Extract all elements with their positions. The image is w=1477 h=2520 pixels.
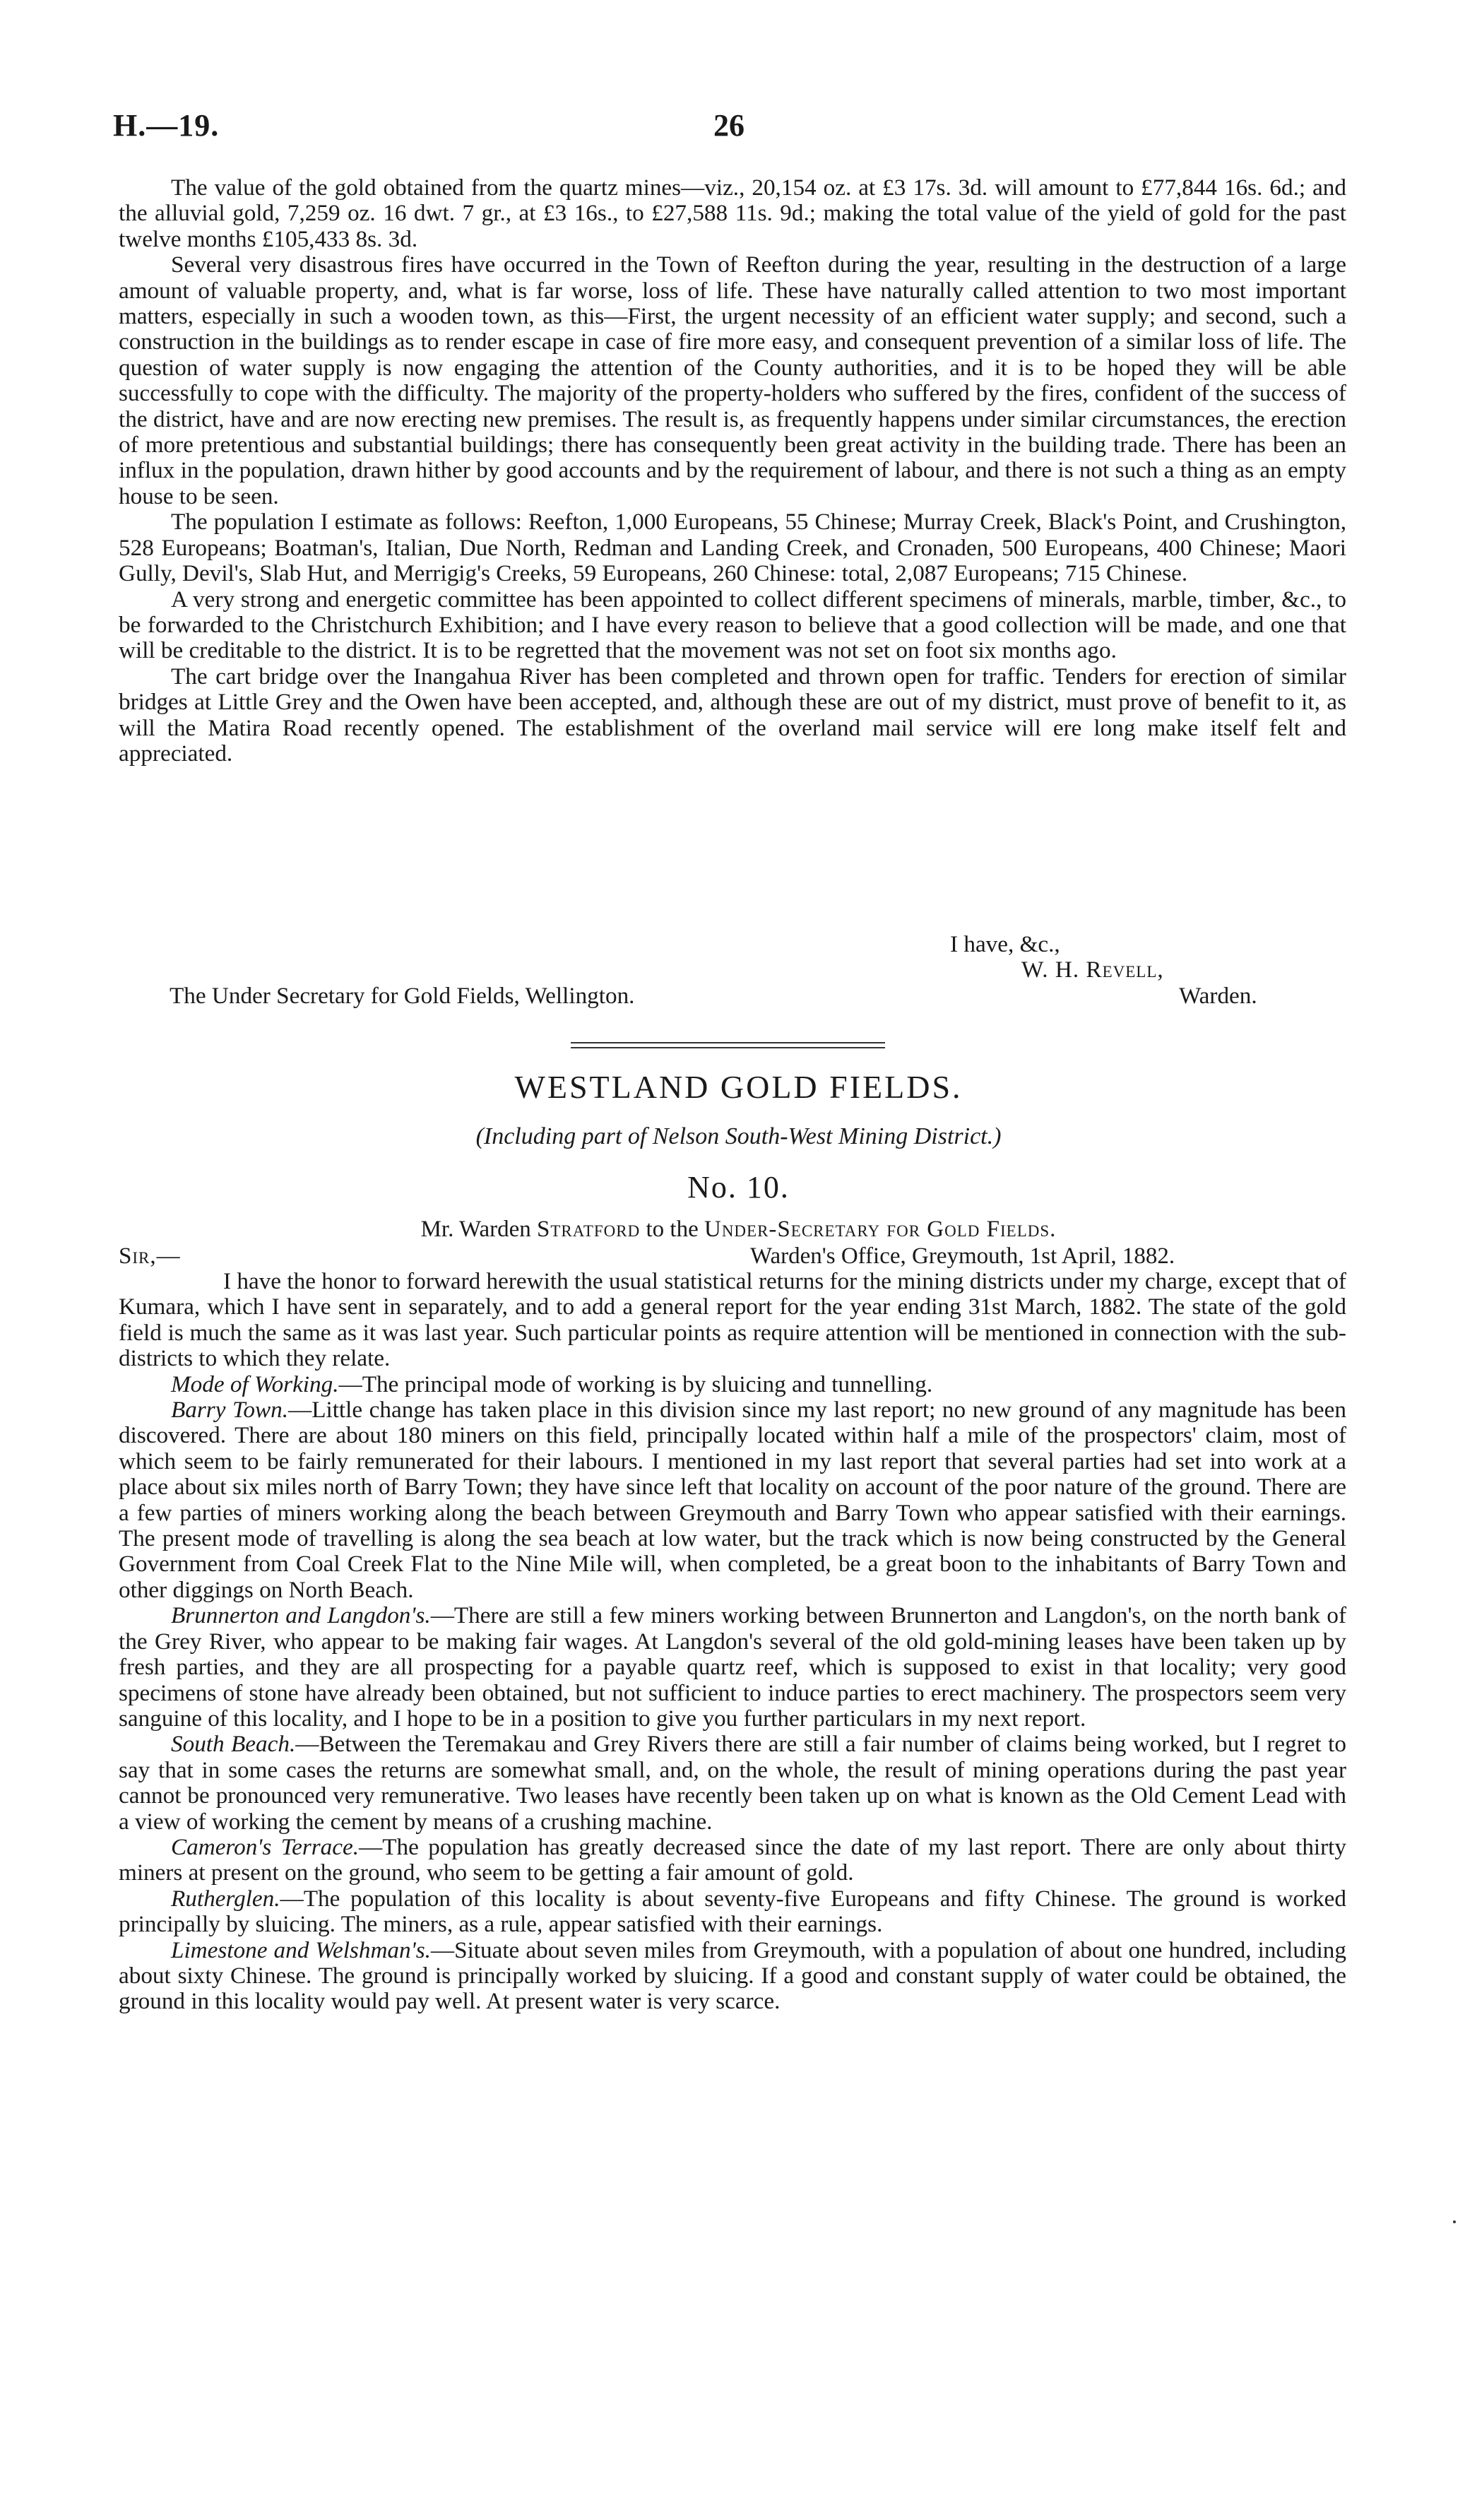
section-heading: Barry Town. xyxy=(171,1397,289,1424)
section-heading: Cameron's Terrace. xyxy=(171,1833,360,1860)
letter-routing xyxy=(0,1217,1477,1243)
report-section xyxy=(119,1886,1346,1938)
section-text: —The principal mode of working is by sluicing and tunnelling. xyxy=(338,1371,933,1397)
from-to: to the xyxy=(646,1217,699,1242)
section-text: —There are still a few miners working between Brunnerton and Langdon's, on the north bank of the Grey River, who appear to be making fair wages. At Langdon's several of the old gold-mining leases have been taken up by fresh parties, and they are all prospecting for a payable quartz reef, which is supposed to exist in that locality; very good specimens of stone have already been obtained, but not sufficient to induce parties to erect machinery. The prospectors seem very sanguine of this locality, and I hope to be in a position to give you further particulars in my next report. xyxy=(119,1602,1346,1732)
signatory: W. H. Revell, xyxy=(1021,957,1164,983)
section-divider xyxy=(571,1047,885,1048)
paragraph: A very strong and energetic committee has been appointed to collect different specimens of minerals, marble, timber, &c., to be forwarded to the Christchurch Exhibition; and I have every reason to believe that a good collection will be made, and one that will be creditable to the district. It is to be regretted that the movement was not set on foot six months ago. xyxy=(119,586,1346,664)
closing: I have, &c., xyxy=(950,931,1060,957)
report-continued-body xyxy=(119,175,1346,767)
paragraph: Several very disastrous fires have occurred in the Town of Reefton during the year, resulting in the destruction of a large amount of valuable property, and, what is far worse, loss of life. These have naturally called attention to two most important matters, especially in such a wooden town, as this—First, the urgent necessity of an efficient water supply; and second, such a construction in the buildings as to render escape in case of fire more easy, and consequent prevention of a similar loss of life. The question of water supply is now engaging the attention of the County authorities, and it is to be hoped they will be able successfully to cope with the difficulty. The majority of the property-holders who suffered by the fires, confident of the success of the district, have and are now erecting new premises. The result is, as frequently happens under similar circumstances, the erection of more pretentious and substantial buildings; there has consequently been great activity in the building trade. There has been an influx in the population, drawn hither by good accounts and by the requirement of labour, and there is not such a thing as an empty house to be seen. xyxy=(119,252,1346,509)
to-name: Under-Secretary for Gold Fields. xyxy=(704,1217,1057,1242)
section-subtitle: (Including part of Nelson South-West Mining District.) xyxy=(475,1123,1002,1149)
addressee: The Under Secretary for Gold Fields, Wellington. xyxy=(170,983,635,1009)
report-section xyxy=(119,1732,1346,1835)
from-name: Stratford xyxy=(537,1217,641,1242)
section-text: —Little change has taken place in this division since my last report; no new ground of any magnitude has been discovered. There are about 180 miners on this field, principally located within half a mile of the prospectors' claim, most of which seem to be fairly remunerated for their labours. I mentioned in my last report that several parties had set into work at a place about six miles north of Barry Town; they have since left that locality on account of the poor nature of the ground. There are a few parties of miners working along the beach between Greymouth and Barry Town who appear satisfied with their earnings. The present mode of travelling is along the sea beach at low water, but the track which is now being constructed by the General Government from Coal Creek Flat to the Nine Mile will, when completed, be a great boon to the inhabitants of Barry Town and other diggings on North Beach. xyxy=(119,1397,1346,1603)
section-heading: Brunnerton and Langdon's. xyxy=(171,1602,431,1629)
report-section xyxy=(119,1835,1346,1886)
dateline: Warden's Office, Greymouth, 1st April, 1882. xyxy=(750,1243,1175,1269)
report-section xyxy=(119,1397,1346,1603)
page-number: 26 xyxy=(713,108,745,143)
paragraph: The cart bridge over the Inangahua River has been completed and thrown open for traffic. Tenders for erection of similar bridges at Little Grey and the Owen have been accepted, and, although these are out of my district, must prove of benefit to it, as will the Matira Road recently opened. The establishment of the overland mail service will ere long make itself felt and appreciated. xyxy=(119,663,1346,767)
report-section xyxy=(119,1938,1346,2015)
page-reference: H.—19. xyxy=(113,108,220,143)
section-heading: South Beach. xyxy=(171,1731,296,1758)
report-section xyxy=(119,1372,1346,1397)
salutation: Sir,— xyxy=(119,1243,181,1269)
document-number: No. 10. xyxy=(687,1170,790,1205)
section-heading: Mode of Working. xyxy=(171,1371,339,1397)
signatory-title: Warden. xyxy=(1179,983,1257,1009)
section-heading: Limestone and Welshman's. xyxy=(171,1936,431,1963)
section-text: —Situate about seven miles from Greymouth, with a population of about one hundred, including about sixty Chinese. The ground is principally worked by sluicing. If a good and constant supply of water could be obtained, the ground in this locality would pay well. At present water is very scarce. xyxy=(119,1936,1346,2015)
section-text: —The population has greatly decreased since the date of my last report. There are only about thirty miners at present on the ground, who seem to be getting a fair amount of gold. xyxy=(119,1833,1346,1886)
westland-report-body xyxy=(119,1269,1346,2015)
section-heading: Rutherglen. xyxy=(171,1885,280,1912)
section-title: WESTLAND GOLD FIELDS. xyxy=(514,1069,963,1105)
from-prefix: Mr. Warden xyxy=(420,1217,531,1242)
paragraph: The value of the gold obtained from the quartz mines—viz., 20,154 oz. at £3 17s. 3d. will amount to £77,844 16s. 6d.; and the alluvial gold, 7,259 oz. 16 dwt. 7 gr., at £3 16s., to £27,588 11s. 9d.; making the total value of the yield of gold for the past twelve months £105,433 8s. 3d. xyxy=(119,174,1346,252)
report-section xyxy=(119,1603,1346,1732)
section-text: —Between the Teremakau and Grey Rivers there are still a fair number of claims being worked, but I regret to say that in some cases the returns are somewhat small, and, on the whole, the result of mining operations during the past year cannot be pronounced very remunerative. Two leases have recently been taken up on what is known as the Old Cement Lead with a view of working the cement by means of a crushing machine. xyxy=(119,1731,1346,1835)
intro-paragraph: I have the honor to forward herewith the usual statistical returns for the mining districts under my charge, except that of Kumara, which I have sent in separately, and to add a general report for the year ending 31st March, 1882. The state of the gold field is much the same as it was last year. Such particular points as require attention will be mentioned in connection with the sub-districts to which they relate. xyxy=(119,1268,1346,1372)
section-text: —The population of this locality is about seventy-five Europeans and fifty Chinese. The ground is worked principally by sluicing. The miners, as a rule, appear satisfied with their earnings. xyxy=(119,1885,1346,1938)
section-divider xyxy=(571,1042,885,1043)
paragraph: The population I estimate as follows: Reefton, 1,000 Europeans, 55 Chinese; Murray Creek, Black's Point, and Crushington, 528 Europeans; Boatman's, Italian, Due North, Redman and Landing Creek, and Cronaden, 500 Europeans, 400 Chinese; Maori Gully, Devil's, Slab Hut, and Merrigig's Creeks, 59 Europeans, 260 Chinese: total, 2,087 Europeans; 715 Chinese. xyxy=(119,509,1346,587)
margin-mark xyxy=(1453,2220,1456,2223)
